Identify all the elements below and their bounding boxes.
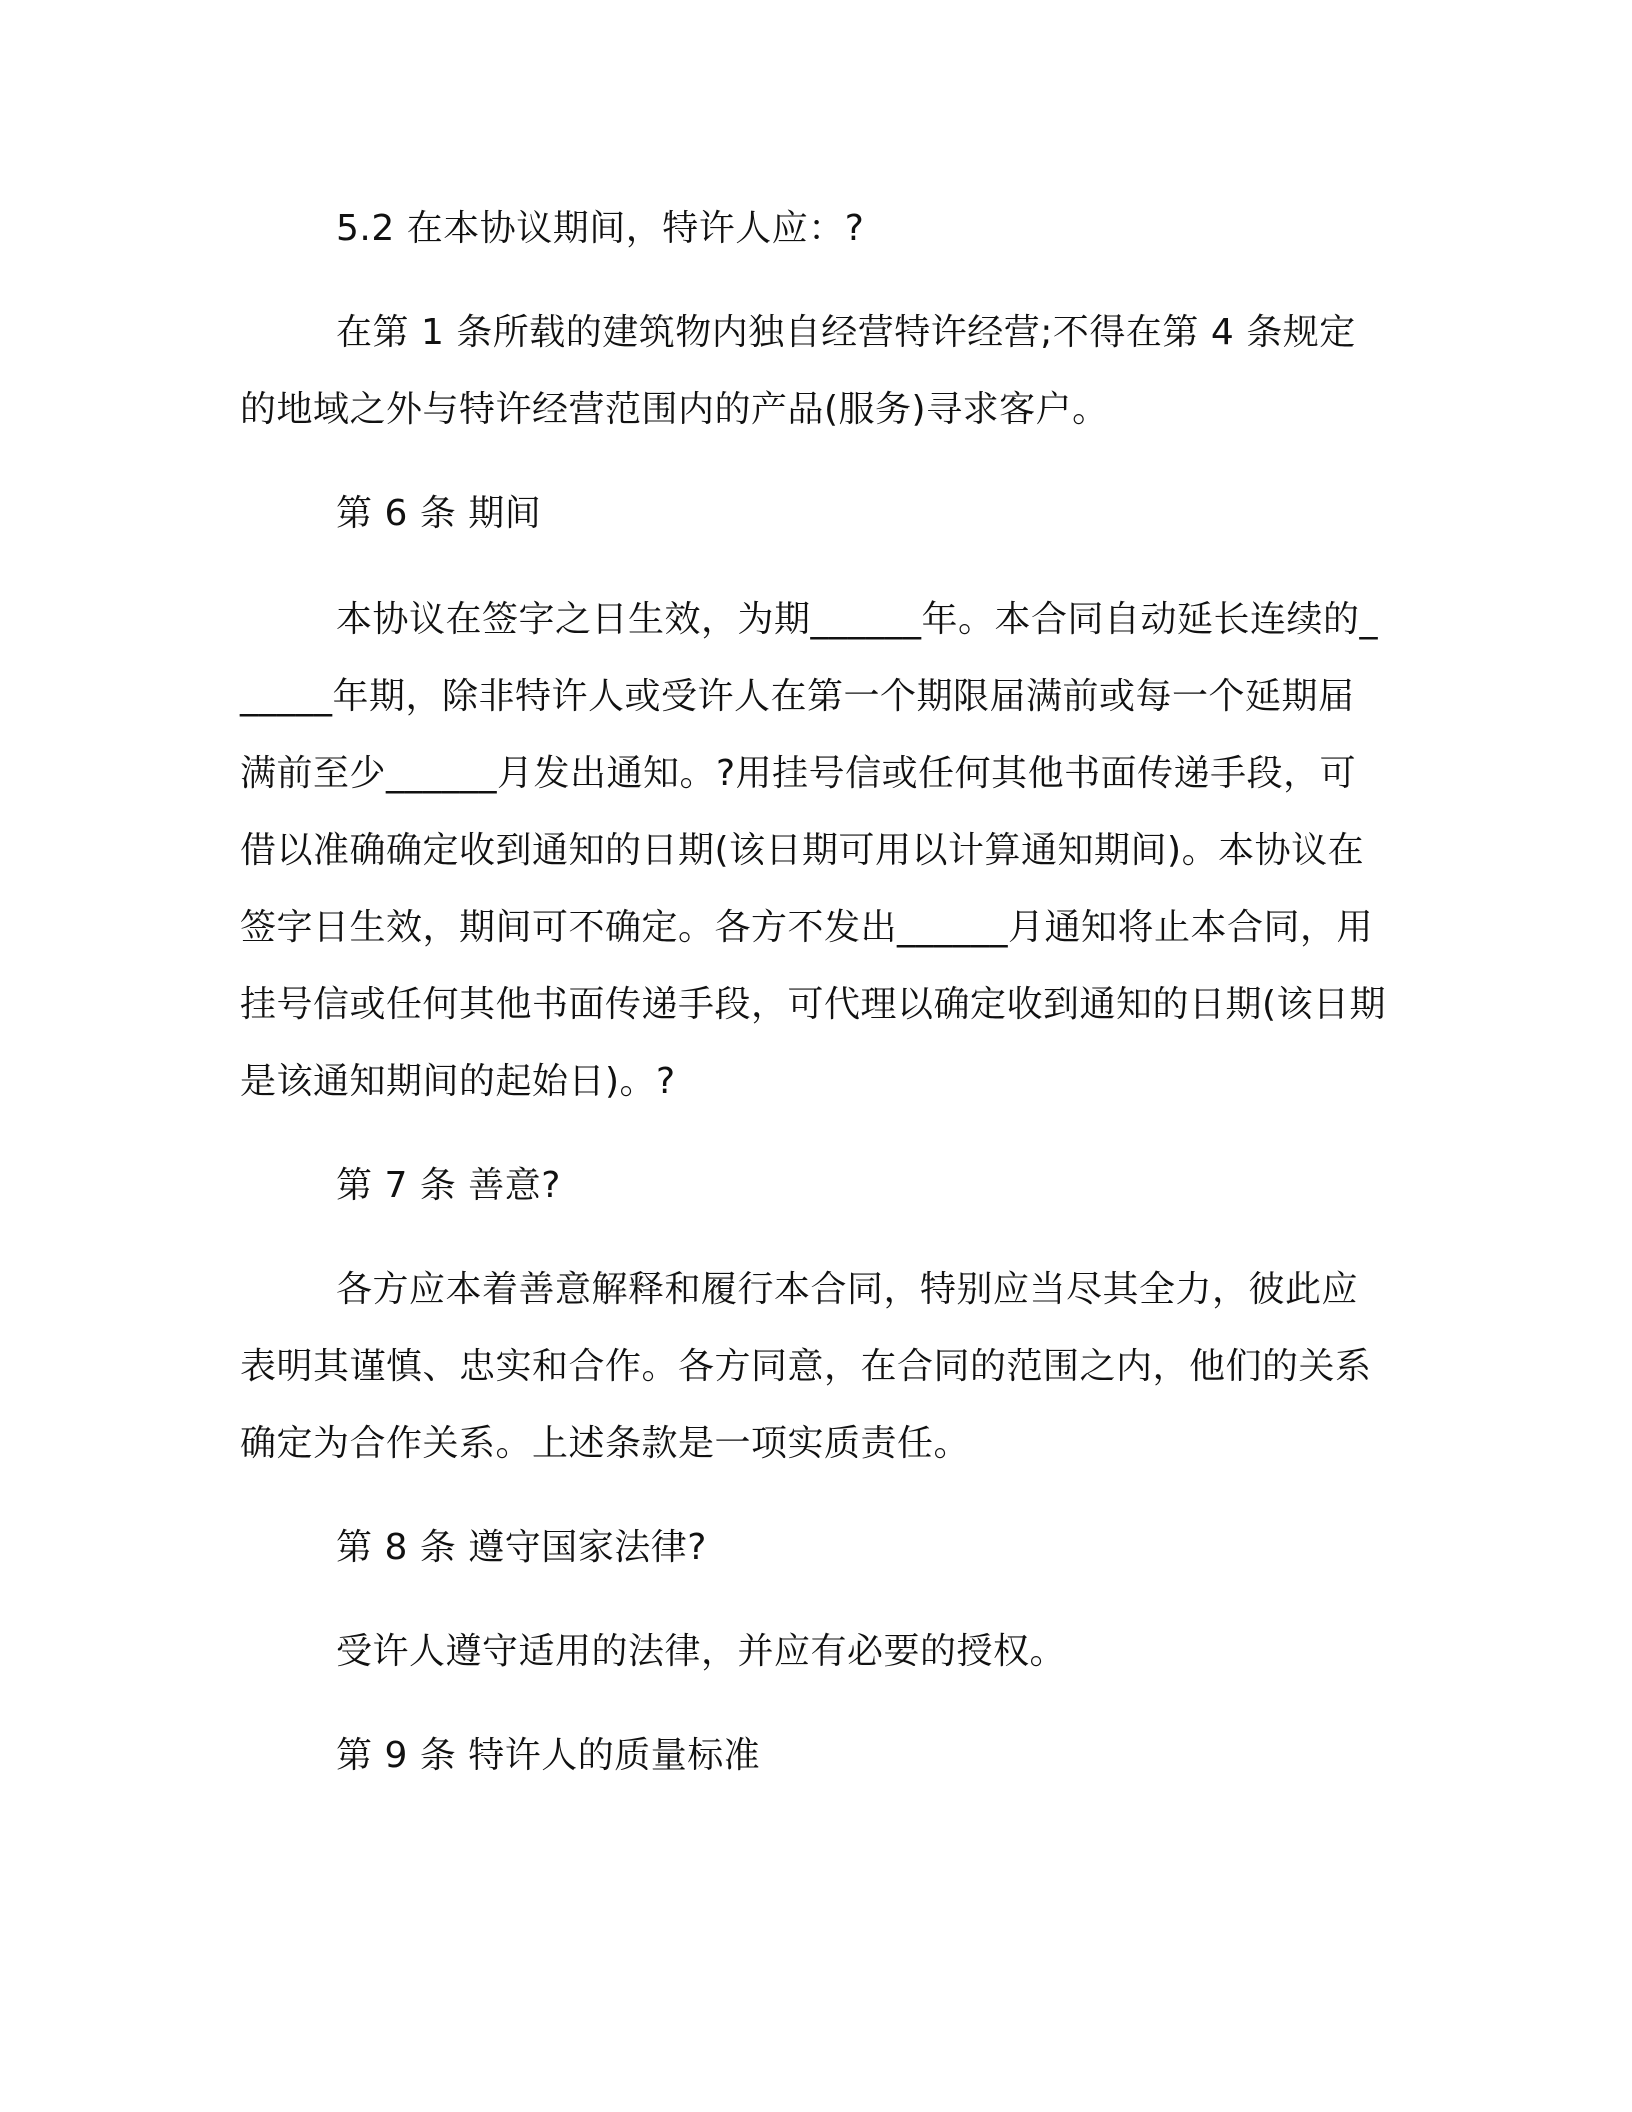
article-7-heading: 第 7 条 善意? [336, 1165, 561, 1206]
article-6-heading: 第 6 条 期间 [336, 493, 542, 534]
article-8-body: 受许人遵守适用的法律，并应有必要的授权。 [336, 1631, 1067, 1672]
document-body [240, 190, 1390, 1794]
article-9-heading: 第 9 条 特许人的质量标准 [336, 1735, 761, 1776]
article-6-body: 本协议在签字之日生效，为期______年。本合同自动延长连续的______年期，除非特许人或受许人在第一个期限届满前或每一个延期届满前至少______月发出通知。?用挂号信或任何其他书面传递手段，可借以准确确定收到通知的日期(该日期可用以计算通知期间)。本协议在签字日生效，期间可不确定。各方不发出______月通知将止本合同，用挂号信或任何其他书面传递手段，可代理以确定收到通知的日期(该日期是该通知期间的起始日)。? [240, 599, 1387, 1102]
article-8-heading: 第 8 条 遵守国家法律? [336, 1527, 707, 1568]
paragraph-5-2-body: 在第 1 条所载的建筑物内独自经营特许经营;不得在第 4 条规定的地域之外与特许经营范围内的产品(服务)寻求客户。 [240, 312, 1356, 430]
paragraph-5-2-heading: 5.2 在本协议期间，特许人应：? [336, 208, 865, 249]
article-7-body: 各方应本着善意解释和履行本合同，特别应当尽其全力，彼此应表明其谨慎、忠实和合作。各方同意，在合同的范围之内，他们的关系确定为合作关系。上述条款是一项实质责任。 [240, 1269, 1372, 1464]
